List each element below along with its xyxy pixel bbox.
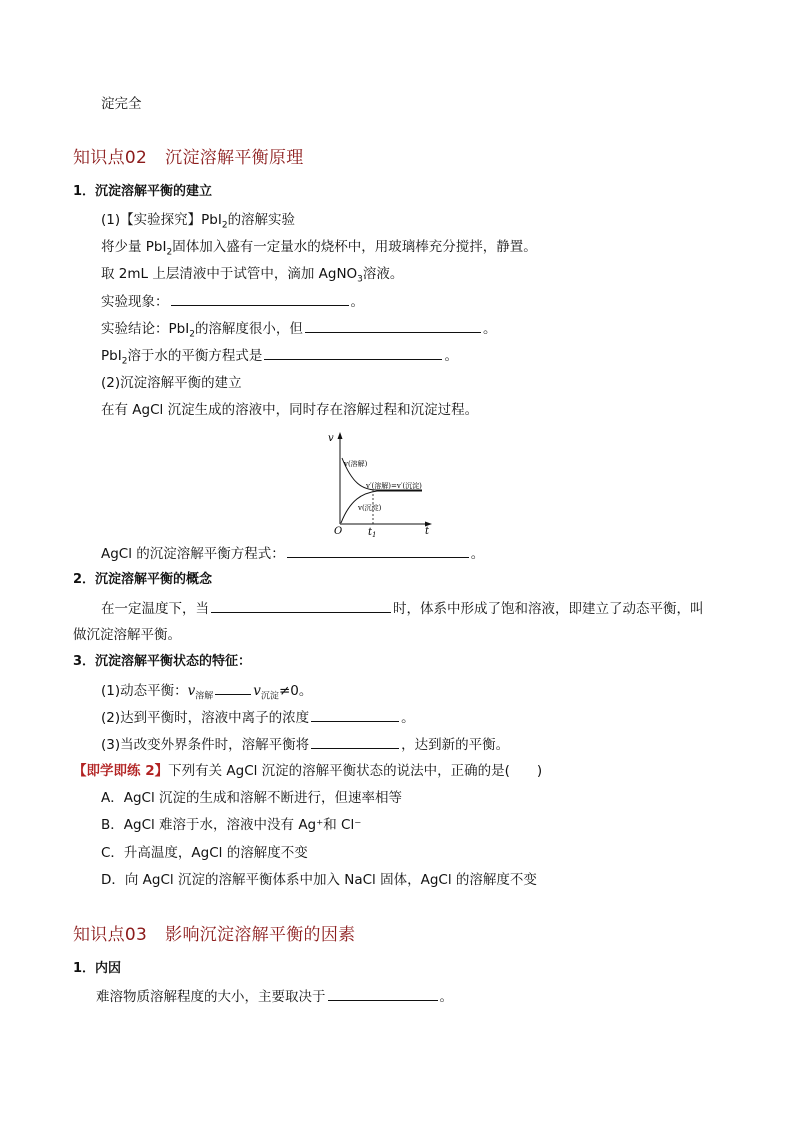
practice-option-b: B．AgCl 难溶于水，溶液中没有 Ag⁺和 Cl⁻ (101, 817, 362, 833)
kp02-s3-p3: (3)当改变外界条件时，溶解平衡将 ，达到新的平衡。 (101, 734, 509, 755)
answer-blank[interactable] (287, 543, 469, 558)
kp02-s2-p1: 在一定温度下，当 时，体系中形成了饱和溶液，即建立了动态平衡，叫 (101, 598, 704, 619)
equal-rate-label: v′(溶解)=v′(沉淀) (366, 482, 422, 490)
answer-blank[interactable] (215, 680, 251, 695)
kp02-title: 沉淀溶解平衡原理 (165, 148, 304, 168)
section-heading-kp03 (73, 923, 355, 947)
y-axis-label: v (328, 433, 334, 444)
kp03-title: 影响沉淀溶解平衡的因素 (165, 925, 356, 945)
practice-option-d: D．向 AgCl 沉淀的溶解平衡体系中加入 NaCl 固体，AgCl 的溶解度不变 (101, 872, 537, 888)
answer-blank[interactable] (311, 707, 399, 722)
kp02-s1-p5: 实验结论：PbI$_2$的溶解度很小，但 。 (101, 318, 496, 339)
precipitate-rate-label: v(沉淀) (358, 504, 382, 512)
answer-blank[interactable] (264, 345, 442, 360)
origin-label: O (334, 526, 343, 537)
practice-option-c: C．升高温度，AgCl 的溶解度不变 (101, 845, 308, 861)
kp02-s3-p2: (2)达到平衡时，溶液中离子的浓度 。 (101, 707, 415, 728)
answer-blank[interactable] (328, 986, 438, 1001)
kp02-s2-title: 2．沉淀溶解平衡的概念 (73, 572, 213, 587)
continued-text: 淀完全 (101, 96, 142, 112)
y-axis-arrow (338, 432, 343, 439)
x-axis-label: t (425, 526, 430, 537)
practice-question: 【即学即练 2】下列有关 AgCl 沉淀的溶解平衡状态的说法中，正确的是( ) (73, 763, 543, 779)
answer-blank[interactable] (171, 291, 349, 306)
kp02-s3-p1: (1)动态平衡：$v_{溶解}$ $v_{沉淀}\ne 0$。 (101, 680, 312, 701)
kp02-s1-title: 1．沉淀溶解平衡的建立 (73, 184, 213, 199)
kp02-s1-p2: 将少量 PbI$_2$固体加入盛有一定量水的烧杯中，用玻璃棒充分搅拌，静置。 (101, 239, 537, 258)
kp02-number: 知识点02 (73, 148, 148, 168)
t1-label: $t_1$ (368, 527, 377, 538)
practice-option-a: A．AgCl 沉淀的生成和溶解不断进行，但速率相等 (101, 790, 403, 806)
practice-tag: 【即学即练 2】 (73, 763, 169, 779)
answer-blank[interactable] (311, 734, 399, 749)
answer-blank[interactable] (305, 318, 481, 333)
kp02-s2-p2: 做沉淀溶解平衡。 (73, 627, 181, 643)
kp02-s1-p3: 取 2mL 上层清液中于试管中，滴加 AgNO$_3$溶液。 (101, 266, 404, 285)
dissolve-rate-label: v(溶解) (344, 460, 368, 468)
kp02-s1-p7: (2)沉淀溶解平衡的建立 (101, 375, 242, 391)
answer-blank[interactable] (211, 598, 391, 613)
kp03-number: 知识点03 (73, 925, 148, 945)
kp03-s1-p1: 难溶物质溶解程度的大小，主要取决于 。 (96, 986, 453, 1007)
kp02-s1-p4: 实验现象： 。 (101, 291, 364, 312)
kp02-s1-p6: PbI$_2$溶于水的平衡方程式是 。 (101, 345, 458, 366)
kp02-s1-p1: (1)【实验探究】PbI$_2$的溶解实验 (101, 212, 296, 231)
rate-time-graph (322, 428, 447, 538)
section-heading-kp02 (73, 146, 304, 170)
kp02-s3-title: 3．沉淀溶解平衡状态的特征： (73, 654, 252, 669)
kp02-s1-p9: AgCl 的沉淀溶解平衡方程式： 。 (101, 543, 484, 564)
kp03-s1-title: 1．内因 (73, 961, 122, 976)
kp02-s1-p8: 在有 AgCl 沉淀生成的溶液中，同时存在溶解过程和沉淀过程。 (101, 402, 479, 418)
precipitate-rate-curve (341, 491, 422, 523)
